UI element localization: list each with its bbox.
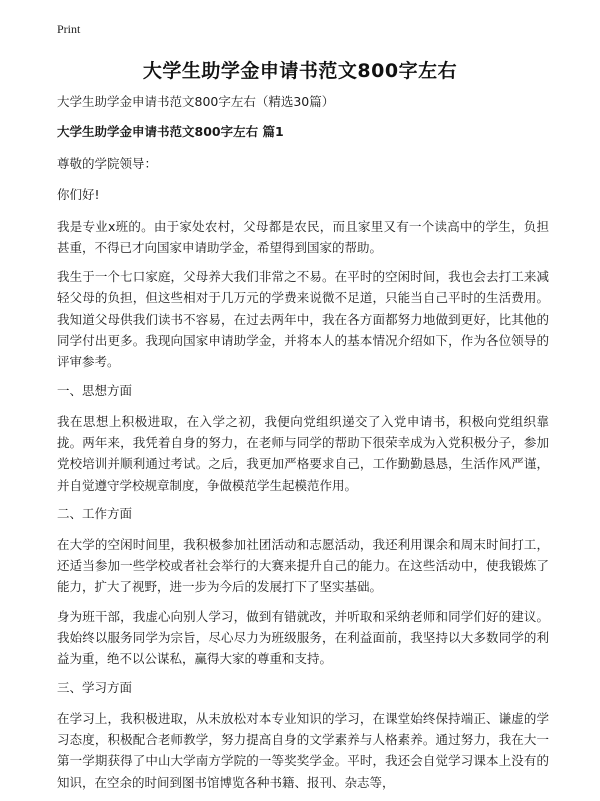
paragraph-thought: 我在思想上积极进取，在入学之初，我便向党组织递交了入党申请书，积极向党组织靠拢。两年来，我凭着自身的努力，在老师与同学的帮助下很荣幸成为入党积极分子，参加党校培训并顺利通过考试。之后，我更加严格要求自己，工作勤勤恳恳，生活作风严谨，并自觉遵守学校规章制度，争做模范学生起模范作用。: [57, 413, 549, 493]
document-subtitle: 大学生助学金申请书范文800字左右（精选30篇）: [57, 94, 335, 109]
document-title: 大学生助学金申请书范文800字左右: [142, 60, 458, 82]
paragraph-study: 在学习上，我积极进取，从未放松对本专业知识的学习，在课堂始终保持端正、谦虚的学习态度，积极配合老师教学，努力提高自身的文学素养与人格素养。通过努力，我在大一第一学期获得了中山大学南方学院的一等奖奖学金。平时，我还会自觉学习课本上没有的知识，在空余的时间到图书馆博览各种书籍、报刊、杂志等，: [57, 710, 549, 790]
print-label[interactable]: Print: [57, 22, 81, 36]
paragraph-family: 我生于一个七口家庭，父母养大我们非常之不易。在平时的空闲时间，我也会去打工来减轻父母的负担，但这些相对于几万元的学费来说微不足道，只能当自己平时的生活费用。我知道父母供我们读书不容易，在过去两年中，我在各方面都努力地做到更好，比其他的同学付出更多。我现向国家申请助学金，并将本人的基本情况介绍如下，作为各位领导的评审参考。: [57, 269, 549, 370]
paragraph-intro: 我是专业x班的。由于家处农村，父母都是农民，而且家里又有一个读高中的学生，负担甚重，不得已才向国家申请助学金，希望得到国家的帮助。: [57, 218, 549, 255]
section-title: 大学生助学金申请书范文800字左右 篇1: [57, 124, 284, 139]
heading-thought: 一、思想方面: [57, 382, 133, 398]
heading-study: 三、学习方面: [57, 679, 133, 695]
document-body: [57, 93, 549, 801]
paragraph-work-2: 身为班干部，我虚心向别人学习，做到有错就改，并听取和采纳老师和同学们好的建议。我始终以服务同学为宗旨，尽心尽力为班级服务，在利益面前，我坚持以大多数同学的利益为重，绝不以公谋私，赢得大家的尊重和支持。: [57, 608, 549, 667]
greeting: 你们好!: [57, 187, 100, 203]
heading-work: 二、工作方面: [57, 505, 133, 521]
salutation: 尊敬的学院领导：: [57, 156, 158, 171]
paragraph-work-1: 在大学的空闲时间里，我积极参加社团活动和志愿活动，我还利用课余和周末时间打工，还适当参加一些学校或者社会举行的大赛来提升自己的能力。在这些活动中，使我锻炼了能力，扩大了视野，进一步为今后的发展打下了坚实基础。: [57, 536, 549, 595]
